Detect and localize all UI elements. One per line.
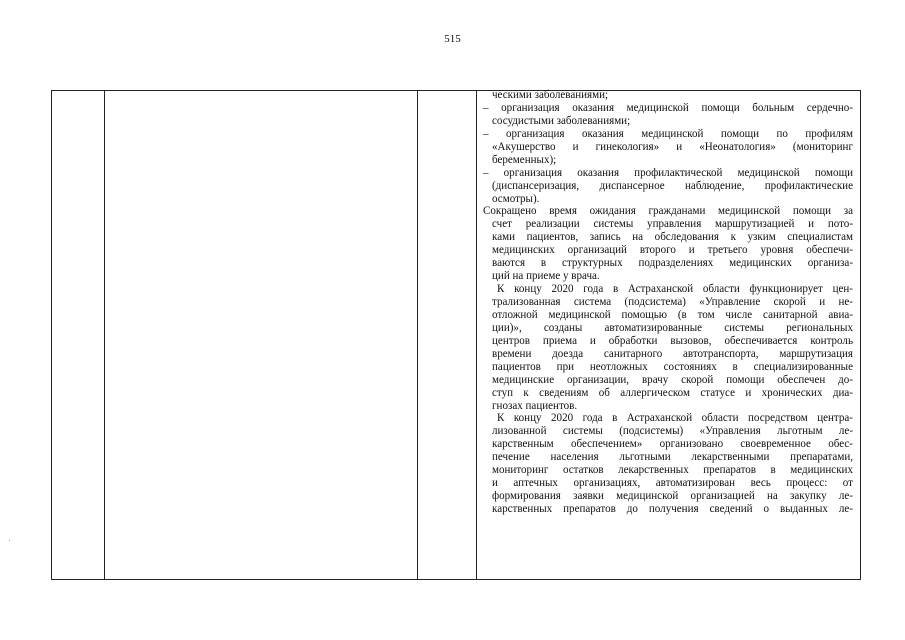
text-line: беременных); [492, 153, 557, 166]
text-line: ступ к сведениям об аллергическом статусе и хронических диа- [492, 386, 853, 399]
text-line: К концу 2020 года в Астраханской области функционирует цен- [497, 283, 853, 296]
text-line: гнозах пациентов. [492, 399, 578, 412]
text-line: счет реализации системы управления маршрутизацией и пото- [492, 218, 853, 231]
text-line: Сокращено время ожидания гражданами медицинской помощи за [483, 205, 853, 218]
scan-speck [9, 540, 10, 541]
text-line: ками пациентов, запись на обследования к узким специалистам [492, 231, 853, 244]
column-divider-3 [476, 90, 477, 580]
text-line: К концу 2020 года в Астраханской области посредством центра- [497, 412, 853, 425]
text-line: лизованной системы (подсистемы) «Управления льготным ле- [492, 425, 853, 438]
text-line: ций на приеме у врача. [492, 270, 600, 283]
text-line: ции)», созданы автоматизированные системы региональных [492, 321, 853, 334]
text-line: и аптечных организациях, автоматизирован весь процесс: от [492, 477, 853, 490]
text-line: – организация оказания медицинской помощи больным сердечно- [483, 101, 853, 114]
text-line: – организация оказания медицинской помощи по профилям [483, 127, 853, 140]
text-line: ваются в структурных подразделениях медицинских организа- [492, 257, 853, 270]
table-border-left [51, 90, 52, 580]
column-divider-1 [104, 90, 105, 580]
text-line: (диспансеризация, диспансерное наблюдение, профилактические [492, 179, 853, 192]
text-line: «Акушерство и гинекология» и «Неонатология» (мониторинг [492, 140, 853, 153]
text-line: центров приема и обработки вызовов, обеспечивается контроль [492, 334, 853, 347]
text-line: медицинские организации, врачу скорой помощи обеспечен до- [492, 373, 853, 386]
text-line: отложной медицинской помощью (в том числе санитарной авиа- [492, 308, 853, 321]
text-line: осмотры). [492, 192, 540, 205]
text-line: – организация оказания профилактической медицинской помощи [483, 166, 853, 179]
text-line: карственным обеспечением» организовано своевременное обес- [492, 438, 853, 451]
text-line: времени доезда санитарного автотранспорта, маршрутизация [492, 347, 853, 360]
text-line: медицинских организаций второго и третьего уровня обеспечи- [492, 244, 853, 257]
table-cell-text [483, 89, 853, 516]
text-line: пациентов при неотложных состояниях в специализированные [492, 360, 853, 373]
table-border-right [860, 90, 861, 580]
text-line: ческими заболеваниями; [492, 89, 609, 101]
text-line: мониторинг остатков лекарственных препаратов в медицинских [492, 464, 853, 477]
text-line: формирования заявки медицинской организацией на закупку ле- [492, 490, 853, 503]
text-line: трализованная система (подсистема) «Управление скорой и не- [492, 296, 853, 308]
text-line: сосудистыми заболеваниями; [492, 114, 631, 127]
column-divider-2 [417, 90, 418, 580]
text-line: печение населения льготными лекарственными препаратами, [492, 451, 853, 464]
text-line: карственных препаратов до получения сведений о выданных ле- [492, 503, 853, 515]
page-number: 515 [444, 33, 461, 45]
